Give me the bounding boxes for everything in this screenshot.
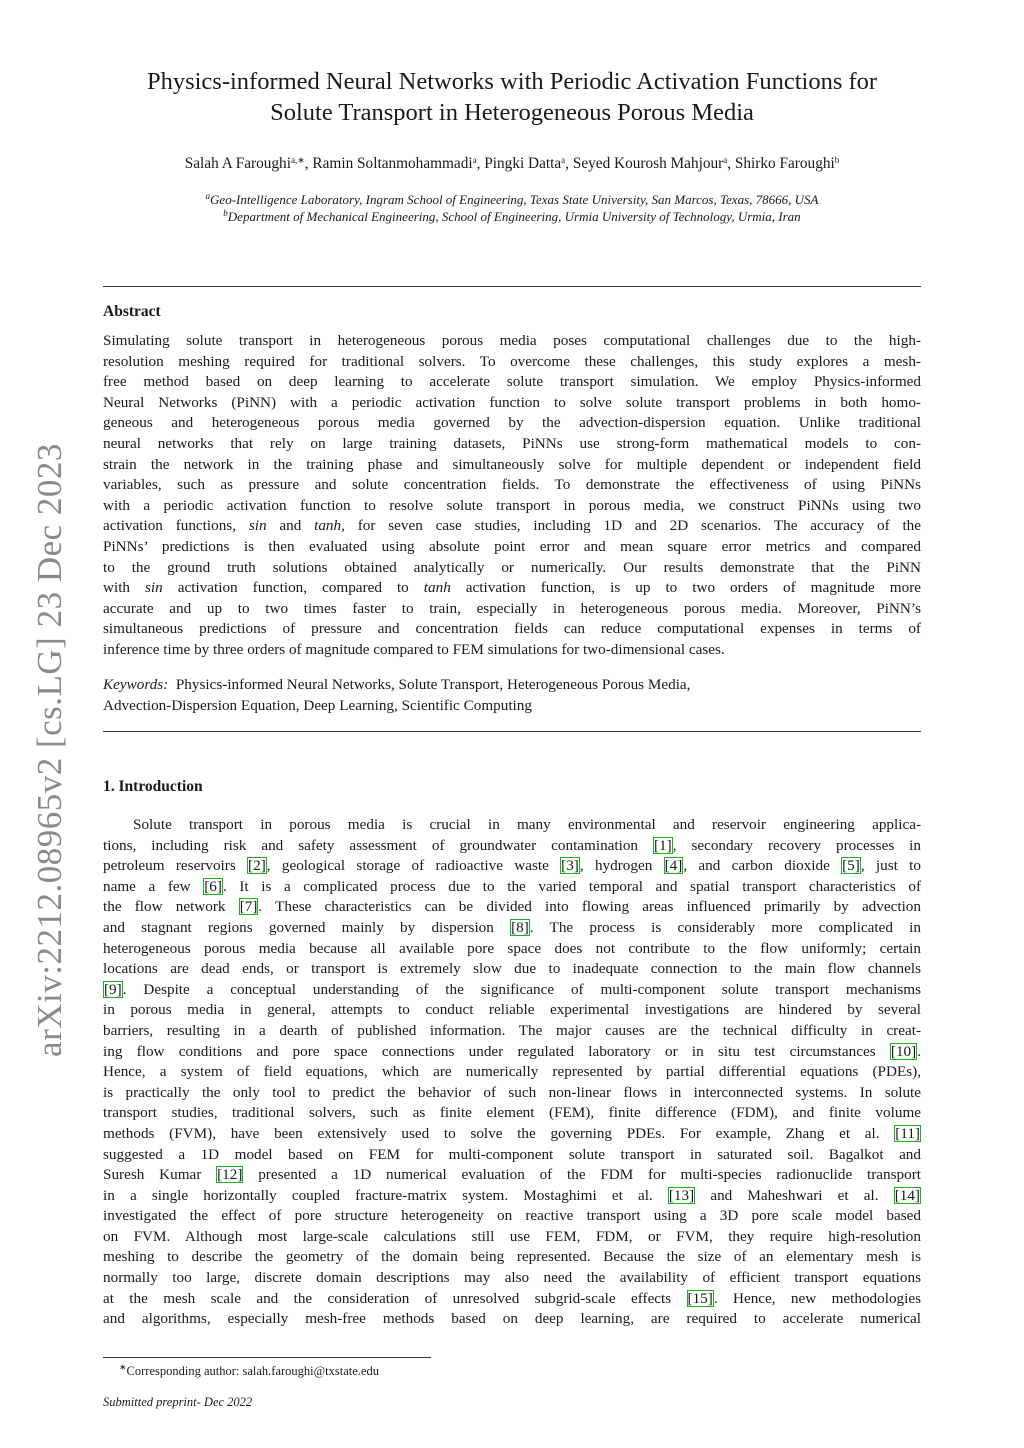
citation-link[interactable]: [11] — [895, 1124, 920, 1142]
citation-link[interactable]: [4] — [664, 857, 683, 875]
abstract-line: geneous and heterogeneous porous media governed by the advection-dispersion equation. Unlike traditional — [103, 414, 921, 432]
author-name: Shirko Faroughi — [734, 155, 835, 172]
paragraph-line: Solute transport in porous media is crucial in many environmental and reservoir engineering applica- — [133, 816, 921, 833]
abstract-line: to the ground truth solutions obtained analytically or numerically. Our results demonstrate that the PiNN — [103, 558, 921, 576]
citation-link[interactable]: [14] — [894, 1186, 920, 1204]
paragraph-line: meshing to describe the geometry of the domain being represented. Because the size of an elementary mesh is — [103, 1248, 921, 1266]
footnote-text: Corresponding author: salah.faroughi@txstate.edu — [126, 1364, 379, 1378]
abstract-line: resolution meshing required for traditional solvers. To overcome these challenges, this study explores a mesh- — [103, 352, 921, 370]
paragraph-line: normally too large, discrete domain descriptions may also need the availability of efficient transport equations — [103, 1269, 921, 1287]
paragraph-line: in porous media in general, attempts to conduct reliable experimental investigations are hindered by several — [103, 1001, 921, 1019]
citation-link[interactable]: [2] — [248, 857, 266, 875]
paragraph-line: ing flow conditions and pore space connections under regulated laboratory or in situ test circumstances [10]. — [103, 1042, 921, 1060]
author-name: Seyed Kourosh Mahjour — [572, 155, 724, 172]
introduction-body — [103, 815, 921, 1330]
keywords-line: Advection-Dispersion Equation, Deep Learning, Scientific Computing — [103, 696, 532, 714]
keywords-label: Keywords: — [103, 676, 169, 693]
footnote — [103, 1362, 379, 1379]
author-name: Pingki Datta — [484, 155, 562, 172]
affiliation-list — [103, 191, 921, 225]
abstract-line: activation functions, sin and tanh, for seven case studies, including 1D and 2D scenarios. The accuracy of the — [103, 517, 922, 535]
abstract-line: strain the network in the training phase and simultaneously solve for multiple dependent or independent field — [103, 455, 921, 473]
paper-title — [103, 66, 921, 128]
paragraph-line: Hence, a system of field equations, which are numerically represented by partial differential equations (PDEs), — [103, 1063, 921, 1081]
citation-link[interactable]: [13] — [668, 1186, 695, 1204]
paragraph-line: in a single horizontally coupled fracture-matrix system. Mostaghimi et al. [13] and Maheshwari et al. [14] — [103, 1186, 920, 1204]
abstract-body — [103, 331, 921, 661]
preprint-note: Submitted preprint- Dec 2022 — [103, 1395, 253, 1409]
affiliation: $^a$Geo-Intelligence Laboratory, Ingram School of Engineering, Texas State University, San Marcos, Texas, 78666, USA — [205, 191, 819, 207]
keywords-block — [103, 675, 921, 716]
paragraph-line: investigated the effect of pore structure heterogeneity on reactive transport using a 3D pore scale model based — [103, 1207, 921, 1225]
citation-link[interactable]: [12] — [217, 1166, 243, 1184]
citation-link[interactable]: [3] — [561, 857, 579, 875]
abstract-line: free method based on deep learning to accelerate solute transport simulation. We employ Physics-informed — [103, 373, 921, 391]
keywords-line: Physics-informed Neural Networks, Solute Transport, Heterogeneous Porous Media, — [175, 676, 691, 693]
author-list: Salah A Faroughi$^{a,∗}$, Ramin Soltanmohammadi$^a$, Pingki Datta$^a$, Seyed Kourosh Mahjour$^a$, Shirko Faroughi$^b$ — [184, 155, 840, 172]
paragraph-line: and algorithms, especially mesh-free methods based on deep learning, are required to accelerate numerical — [103, 1310, 921, 1328]
abstract-line: inference time by three orders of magnitude compared to FEM simulations for two-dimensional cases. — [103, 640, 725, 658]
affiliation: $^b$Department of Mechanical Engineering, School of Engineering, Urmia University of Technology, Urmia, Iran — [223, 208, 801, 224]
paragraph-line: petroleum reservoirs [2], geological storage of radioactive waste [3], hydrogen [4], and carbon dioxide [5], just to — [103, 857, 921, 875]
paragraph-line: locations are dead ends, or transport is extremely slow due to inadequate connection to the main flow channels — [103, 960, 921, 978]
top-divider — [103, 286, 921, 287]
citation-link[interactable]: [5] — [842, 857, 860, 875]
paragraph-line: methods (FVM), have been extensively used to solve the governing PDEs. For example, Zhang et al. [11] — [103, 1124, 920, 1142]
arxiv-identifier-text: arXiv:2212.08965v2 [cs.LG] 23 Dec 2023 — [30, 443, 70, 1057]
citation-link[interactable]: [6] — [204, 877, 222, 895]
paragraph-line: on FVM. Although most large-scale calculations still use FEM, FDM, or FVM, they require high-resolution — [103, 1227, 921, 1245]
bottom-divider — [103, 731, 921, 732]
title-line: Physics-informed Neural Networks with Periodic Activation Functions for — [146, 68, 878, 95]
section-heading-introduction: 1. Introduction — [103, 778, 203, 795]
abstract-line: simultaneous predictions of pressure and concentration fields can reduce computational expenses in terms of — [103, 620, 921, 638]
abstract-line: accurate and up to two times faster to train, especially in heterogeneous porous media. Moreover, PiNN’s — [103, 599, 921, 617]
author-affiliation-mark: a,∗ — [290, 155, 305, 165]
abstract-line: neural networks that rely on large training datasets, PiNNs use strong-form mathematical models to con- — [103, 434, 921, 452]
paragraph-line: is practically the only tool to predict the behavior of such non-linear flows in interconnected systems. In solute — [103, 1083, 921, 1101]
abstract-line: variables, such as pressure and solute concentration fields. To demonstrate the effectiveness of using PiNNs — [103, 476, 921, 494]
paragraph-line: the flow network [7]. These characteristics can be divided into flowing areas influenced primarily by advection — [103, 898, 921, 916]
author-affiliation-mark: a — [561, 155, 566, 165]
author-name: Salah A Faroughi — [184, 155, 291, 172]
abstract-line: with a periodic activation function to resolve solute transport in porous media, we construct PiNNs using two — [103, 496, 921, 514]
paragraph-line: at the mesh scale and the consideration of unresolved subgrid-scale effects [15]. Hence, new methodologies — [103, 1289, 921, 1307]
citation-link[interactable]: [8] — [511, 918, 529, 936]
abstract-line: PiNNs’ predictions is then evaluated using absolute point error and mean square error metrics and compared — [103, 537, 921, 555]
paragraph-line: and stagnant regions governed mainly by dispersion [8]. The process is considerably more complicated in — [103, 918, 921, 936]
title-line: Solute Transport in Heterogeneous Porous Media — [270, 99, 754, 126]
paragraph-line: Suresh Kumar [12] presented a 1D numerical evaluation of the FDM for multi-species radionuclide transport — [103, 1166, 921, 1184]
paragraph-line: heterogeneous porous media because all available pore space does not contribute to the flow uniformly; certain — [103, 939, 921, 957]
abstract-heading: Abstract — [103, 303, 161, 320]
paragraph-line: barriers, resulting in a dearth of published information. The major causes are the technical difficulty in creat- — [103, 1021, 921, 1039]
arxiv-identifier-stamp — [12, 443, 88, 1057]
paragraph-line: name a few [6]. It is a complicated process due to the varied temporal and spatial transport characteristics of — [103, 877, 921, 895]
abstract-line: with sin activation function, compared to tanh activation function, is up to two orders of magnitude more — [103, 579, 921, 597]
abstract-line: Neural Networks (PiNN) with a periodic activation function to solve solute transport problems in both homo- — [103, 393, 921, 411]
citation-link[interactable]: [15] — [687, 1289, 713, 1307]
paragraph-line: transport studies, traditional solvers, such as finite element (FEM), finite difference (FDM), and finite volume — [103, 1104, 921, 1122]
footnote-mark: ∗ — [119, 1362, 127, 1372]
paragraph-line: tions, including risk and safety assessment of groundwater contamination [1], secondary recovery processes in — [103, 836, 921, 854]
author-affiliation-mark: b — [834, 155, 840, 165]
paragraph-line: suggested a 1D model based on FEM for multi-component solute transport in saturated soil. Bagalkot and — [103, 1145, 921, 1163]
author-name: Ramin Soltanmohammadi — [312, 155, 473, 172]
citation-link[interactable]: [1] — [653, 836, 672, 854]
footnote-divider — [103, 1357, 431, 1358]
abstract-line: Simulating solute transport in heterogeneous porous media poses computational challenges due to the high- — [103, 332, 921, 349]
citation-link[interactable]: [7] — [239, 898, 258, 916]
author-affiliation-mark: a — [723, 155, 728, 165]
author-affiliation-mark: a — [472, 155, 477, 165]
paragraph-line: [9]. Despite a conceptual understanding of the significance of multi-component solute transport mechanisms — [104, 980, 921, 998]
citation-link[interactable]: [9] — [104, 980, 122, 998]
citation-link[interactable]: [10] — [890, 1042, 917, 1060]
